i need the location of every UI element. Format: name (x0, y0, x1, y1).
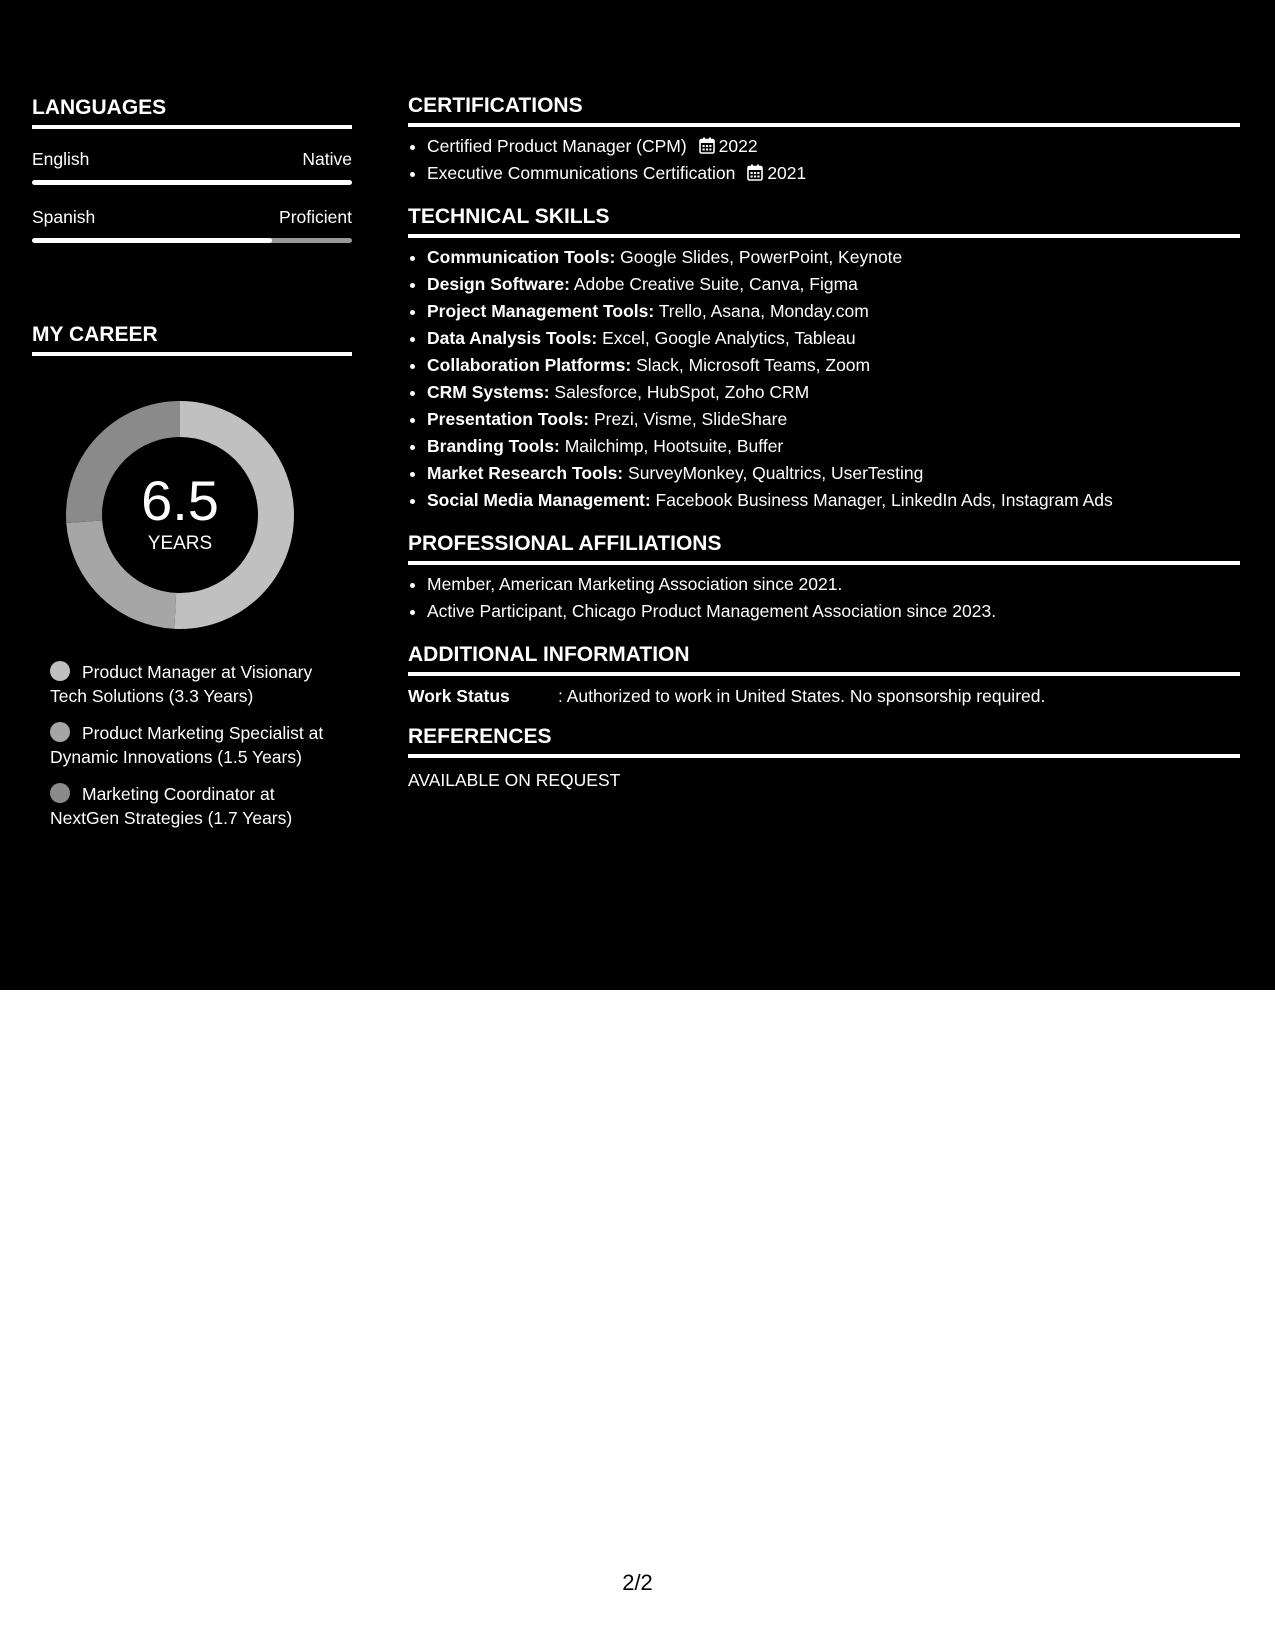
skill-item (427, 325, 1240, 352)
skill-label: Market Research Tools: (427, 463, 624, 483)
affiliations-heading: PROFESSIONAL AFFILIATIONS (408, 532, 1240, 565)
legend-dot-icon (50, 783, 70, 803)
left-column (32, 96, 352, 843)
language-proficiency-bar (32, 180, 352, 185)
career-job-label: Product Manager at Visionary Tech Solutions (3.3 Years) (50, 662, 313, 706)
career-legend-item (50, 660, 330, 708)
work-status-value: : Authorized to work in United States. No sponsorship required. (558, 686, 1046, 706)
affiliation-item: • Active Participant, Chicago Product Management Association since 2023. (427, 598, 1240, 625)
legend-dot-icon (50, 722, 70, 742)
skill-item (427, 460, 1240, 487)
references-text: AVAILABLE ON REQUEST (408, 770, 621, 790)
language-item-english (32, 149, 352, 185)
career-job-label: Product Marketing Specialist at Dynamic Innovations (1.5 Years) (50, 723, 324, 767)
technical-skills-list (408, 244, 1240, 514)
work-status-label: Work Status (408, 686, 510, 706)
language-proficiency-fill (32, 238, 272, 243)
language-name: Spanish (32, 207, 96, 227)
skill-value: Mailchimp, Hootsuite, Buffer (564, 436, 784, 456)
skill-label: Branding Tools: (427, 436, 560, 456)
career-job-label: Marketing Coordinator at NextGen Strategies (1.7 Years) (50, 784, 293, 828)
language-proficiency-bar (32, 238, 352, 243)
career-legend-item (50, 782, 330, 830)
skill-label: Data Analysis Tools: (427, 328, 598, 348)
additional-info-heading: ADDITIONAL INFORMATION (408, 643, 1240, 676)
technical-skills-heading: TECHNICAL SKILLS (408, 205, 1240, 238)
certification-name: Certified Product Manager (CPM) (427, 136, 687, 156)
certification-item (427, 133, 1240, 160)
skill-label: Social Media Management: (427, 490, 651, 510)
skill-value: Prezi, Visme, SlideShare (593, 409, 788, 429)
skill-label: Collaboration Platforms: (427, 355, 632, 375)
skill-label: Design Software: (427, 274, 570, 294)
references-heading: REFERENCES (408, 725, 1240, 758)
skill-value: Adobe Creative Suite, Canva, Figma (573, 274, 858, 294)
language-level: Proficient (279, 207, 352, 227)
right-column (408, 94, 1240, 791)
legend-dot-icon (50, 661, 70, 681)
skill-value: Google Slides, PowerPoint, Keynote (620, 247, 903, 267)
skill-item (427, 487, 1240, 514)
skill-item (427, 433, 1240, 460)
skill-item (427, 379, 1240, 406)
skill-value: Slack, Microsoft Teams, Zoom (636, 355, 871, 375)
skill-item (427, 406, 1240, 433)
languages-heading: LANGUAGES (32, 96, 352, 129)
language-level: Native (302, 149, 352, 169)
skill-label: CRM Systems: (427, 382, 550, 402)
skill-label: Presentation Tools: (427, 409, 590, 429)
certifications-list (408, 133, 1240, 187)
certification-year: 2022 (718, 136, 758, 156)
career-legend (50, 660, 330, 830)
skill-value: Trello, Asana, Monday.com (658, 301, 869, 321)
calendar-icon (699, 137, 715, 154)
skill-item (427, 244, 1240, 271)
skill-value: Excel, Google Analytics, Tableau (602, 328, 856, 348)
page-number: 2/2 (622, 1570, 653, 1595)
certifications-heading: CERTIFICATIONS (408, 94, 1240, 127)
certification-year: 2021 (767, 163, 807, 183)
career-legend-item (50, 721, 330, 769)
certification-name: Executive Communications Certification (427, 163, 736, 183)
certification-item (427, 160, 1240, 187)
skill-label: Communication Tools: (427, 247, 616, 267)
skill-item (427, 271, 1240, 298)
career-heading: MY CAREER (32, 323, 352, 356)
career-total-years: 6.5 (141, 469, 219, 532)
career-donut-chart (65, 400, 295, 630)
affiliations-list (408, 571, 1240, 625)
affiliation-item: • Member, American Marketing Association since 2021. (427, 571, 1240, 598)
language-name: English (32, 149, 90, 169)
language-proficiency-fill (32, 180, 352, 185)
calendar-icon (747, 164, 763, 181)
skill-item (427, 352, 1240, 379)
skill-value: Facebook Business Manager, LinkedIn Ads, Instagram Ads (655, 490, 1113, 510)
skill-label: Project Management Tools: (427, 301, 655, 321)
skill-value: Salesforce, HubSpot, Zoho CRM (554, 382, 810, 402)
skill-item (427, 298, 1240, 325)
work-status-row (408, 686, 1240, 707)
career-years-label: YEARS (147, 533, 213, 554)
language-item-spanish (32, 207, 352, 243)
skill-value: SurveyMonkey, Qualtrics, UserTesting (628, 463, 924, 483)
